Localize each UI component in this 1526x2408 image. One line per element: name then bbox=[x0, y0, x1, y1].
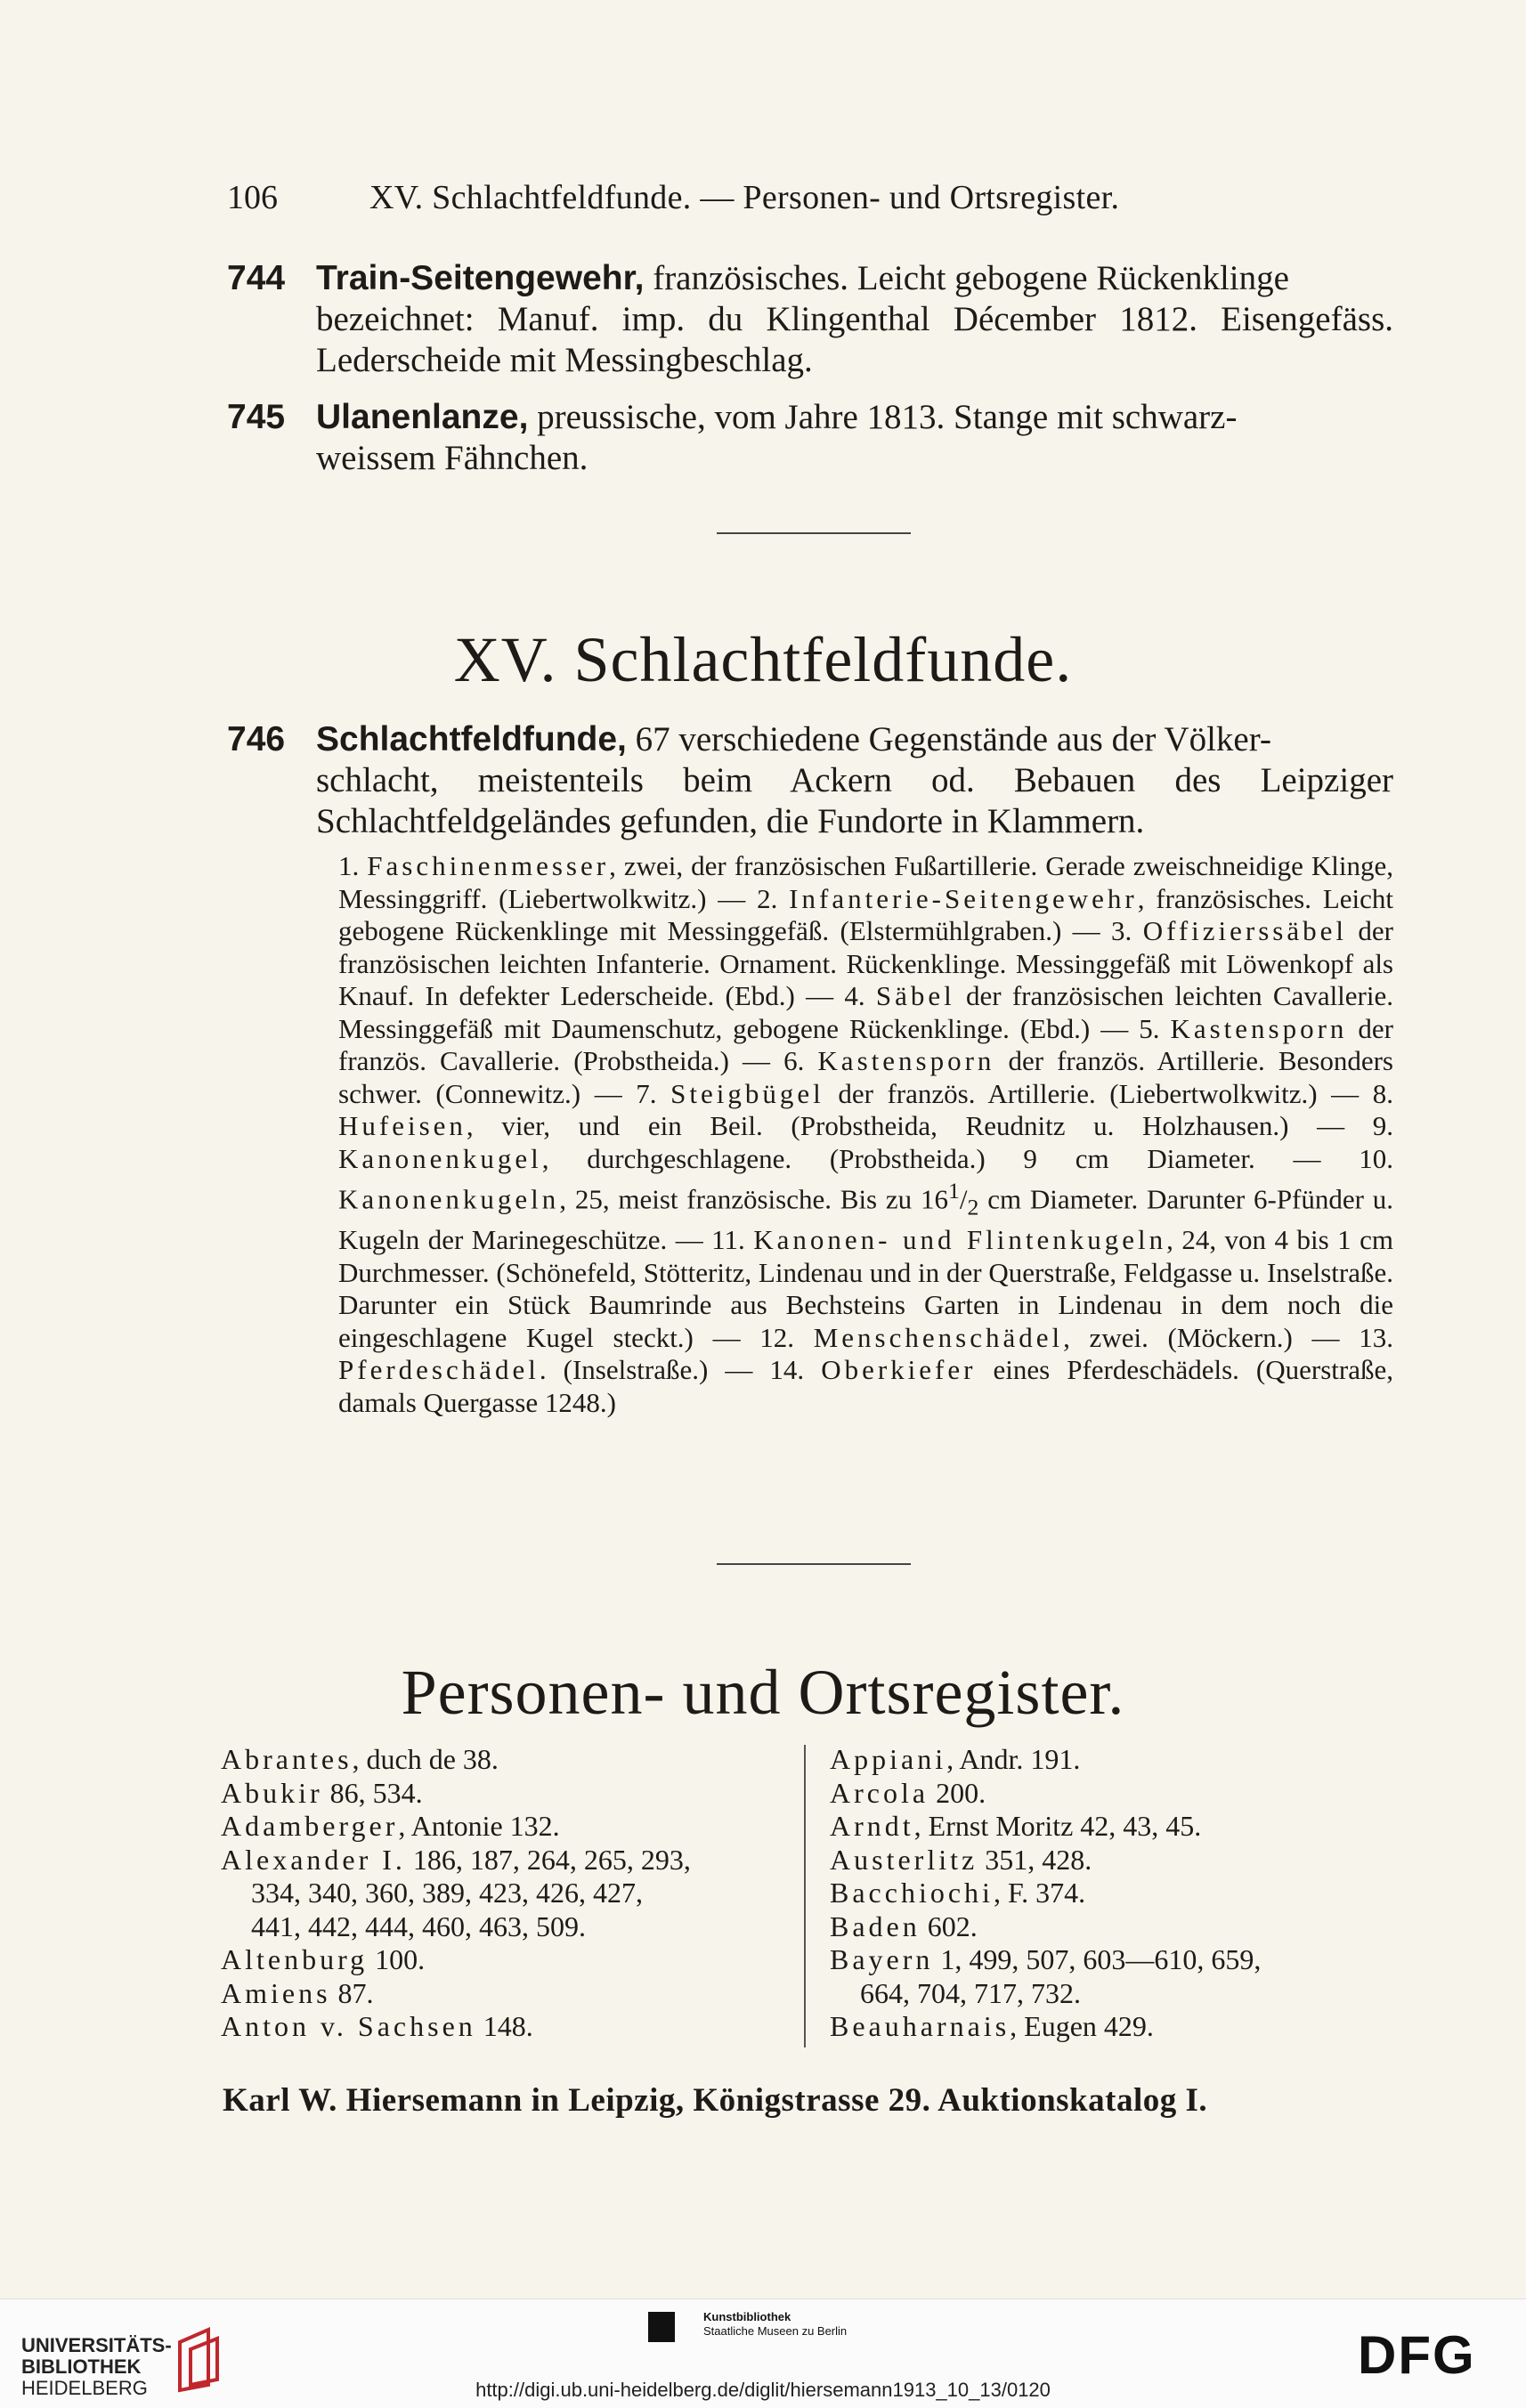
index-name: Arcola bbox=[830, 1776, 929, 1809]
detail-text: der französ. Cavallerie. (Probstheida.) — 6. bbox=[338, 1012, 1393, 1076]
detail-text: 1. bbox=[338, 850, 368, 881]
detail-item: Oberkiefer bbox=[821, 1354, 977, 1386]
detail-text: , französisches. Leicht gebogene Rückenklinge mit Messinggefäß. (Elstermühlgraben.) — 3. bbox=[338, 882, 1394, 946]
detail-text: . (Inselstraße.) — 14. bbox=[539, 1354, 822, 1386]
logo-text: UNIVERSITÄTS- bbox=[21, 2334, 172, 2356]
detail-text: der französ. Artillerie. (Liebertwolkwitz.) — 8. bbox=[824, 1077, 1393, 1109]
index-entry bbox=[830, 1877, 1400, 1910]
dfg-logo: DFG bbox=[1358, 2325, 1476, 2385]
detail-item: Hufeisen bbox=[338, 1110, 467, 1141]
index-entry bbox=[830, 2010, 1400, 2044]
index-entry bbox=[830, 1810, 1400, 1844]
index-entry bbox=[221, 1910, 791, 1944]
entry-continuation: bezeichnet: Manuf. imp. du Klingenthal Décember 1812. Eisengefäss. Lederscheide mit Messingbeschlag. bbox=[316, 300, 1393, 379]
detail-text: cm Diameter. Darunter 6-Pfünder u. Kugeln der Marinegeschütze. — 11. bbox=[338, 1183, 1394, 1256]
entry-heading: Ulanenlanze, bbox=[316, 398, 529, 436]
entry-text: preussische, vom Jahre 1813. Stange mit schwarz- bbox=[528, 398, 1238, 436]
index-pages: 1, 499, 507, 603—610, 659, bbox=[933, 1943, 1262, 1975]
index-entry bbox=[830, 1943, 1400, 1977]
detail-text: , zwei. (Möckern.) — 13. bbox=[1063, 1321, 1393, 1353]
index-entry bbox=[221, 1844, 791, 1877]
index-pages: 100. bbox=[368, 1943, 426, 1975]
index-name: Altenburg bbox=[221, 1943, 369, 1975]
index-pages: 441, 442, 444, 460, 463, 509. bbox=[251, 1909, 586, 1942]
divider-rule bbox=[717, 532, 911, 534]
index-entry bbox=[830, 1743, 1400, 1777]
index-pages: , duch de 38. bbox=[352, 1743, 499, 1775]
entry-heading: Schlachtfeldfunde, bbox=[316, 720, 627, 758]
entry-text: französisches. Leicht gebogene Rückenklinge bbox=[644, 259, 1289, 297]
index-name: Austerlitz bbox=[830, 1843, 978, 1876]
detail-item: Pferdeschädel bbox=[338, 1354, 540, 1386]
detail-text: , zwei, der französischen Fußartillerie. Gerade zweischneidige Klinge, Messinggriff. (Liebertwolkwitz.) — 2. bbox=[338, 850, 1394, 914]
detail-item: Kanonen- und Flintenkugeln bbox=[753, 1224, 1167, 1256]
detail-text: der französ. Artillerie. Besonders schwer. (Connewitz.) — 7. bbox=[338, 1045, 1393, 1109]
detail-item: Kastensporn bbox=[1170, 1012, 1348, 1044]
entry-heading: Train-Seitengewehr, bbox=[316, 259, 645, 297]
index-pages: , F. 374. bbox=[993, 1877, 1086, 1909]
entry-continuation: schlacht, meistenteils beim Ackern od. Bebauen des Leipziger Schlachtfeldgeländes gefunden, die Fundorte in Klammern. bbox=[316, 761, 1393, 840]
index-pages: , Andr. 191. bbox=[946, 1743, 1081, 1775]
detail-text: der französischen leichten Infanterie. Ornament. Rückenklinge. Messinggefäß mit Löwenkopf als Knauf. In defekter Lederscheide. (Ebd.) — 4. bbox=[338, 915, 1393, 1011]
detail-item: Menschenschädel bbox=[813, 1321, 1064, 1353]
index-pages: , Eugen 429. bbox=[1010, 2010, 1154, 2042]
index-name: Bacchiochi bbox=[830, 1877, 994, 1909]
entry-text: 67 verschiedene Gegenstände aus der Völker- bbox=[626, 720, 1271, 758]
index-name: Baden bbox=[830, 1909, 921, 1942]
index-pages: 334, 340, 360, 389, 423, 426, 427, bbox=[251, 1877, 643, 1909]
index-pages: 86, 534. bbox=[322, 1776, 423, 1809]
index-entry bbox=[221, 1743, 791, 1777]
index-name: Abukir bbox=[221, 1776, 323, 1809]
index-pages: 87. bbox=[330, 1976, 374, 2009]
source-url[interactable]: http://digi.ub.uni-heidelberg.de/diglit/hiersemann1913_10_13/0120 bbox=[475, 2379, 1051, 2401]
index-pages: 186, 187, 264, 265, 293, bbox=[405, 1843, 691, 1876]
index-column-left bbox=[221, 1743, 791, 2044]
detail-text: eines Pferdeschädels. (Querstraße, damals Quergasse 1248.) bbox=[338, 1354, 1393, 1418]
detail-item: Kanonenkugel bbox=[338, 1142, 542, 1174]
fraction-numerator: 1 bbox=[947, 1178, 960, 1204]
index-pages: , Antonie 132. bbox=[398, 1810, 560, 1842]
detail-item: Faschinenmesser bbox=[367, 850, 610, 881]
index-name: Anton v. Sachsen bbox=[221, 2010, 476, 2042]
entry-746-details bbox=[338, 850, 1393, 1419]
section-title-register: Personen- und Ortsregister. bbox=[401, 1657, 1125, 1728]
index-column-right bbox=[830, 1743, 1400, 2044]
logo-text: Staatliche Museen zu Berlin bbox=[703, 2324, 848, 2338]
index-entry bbox=[221, 1943, 791, 1977]
entry-number: 744 bbox=[227, 259, 286, 297]
index-entry bbox=[830, 1910, 1400, 1944]
publisher-imprint: Karl W. Hiersemann in Leipzig, Königstrasse 29. Auktionskatalog I. bbox=[223, 2082, 1208, 2119]
logo-text: Kunstbibliothek bbox=[703, 2310, 791, 2323]
section-title-schlachtfeldfunde: XV. Schlachtfeldfunde. bbox=[453, 624, 1073, 695]
entry-number: 745 bbox=[227, 398, 286, 436]
entry-continuation: weissem Fähnchen. bbox=[316, 439, 588, 477]
detail-item: Steigbügel bbox=[670, 1077, 824, 1109]
index-pages: 351, 428. bbox=[978, 1843, 1092, 1876]
detail-text: , durchgeschlagene. (Probstheida.) 9 cm Diameter. — 10. bbox=[541, 1142, 1393, 1174]
index-entry bbox=[221, 1777, 791, 1811]
index-pages: 664, 704, 717, 732. bbox=[860, 1976, 1081, 2009]
index-pages: 602. bbox=[920, 1909, 978, 1942]
index-pages: 148. bbox=[475, 2010, 533, 2042]
detail-text: , 24, von 4 bis 1 cm Durchmesser. (Schönefeld, Stötteritz, Lindenau und in der Querstraße, Feldgasse u. Inselstraße. Darunter ein Stück Baumrinde aus Bechsteins Garten in Lindenau in dem noch die eingeschlagene Kugel steckt.) — 12. bbox=[338, 1224, 1393, 1353]
index-name: Alexander I. bbox=[221, 1843, 406, 1876]
index-entry bbox=[830, 1777, 1400, 1811]
index-pages: 200. bbox=[929, 1776, 986, 1809]
index-name: Abrantes bbox=[221, 1743, 353, 1775]
index-name: Adamberger bbox=[221, 1810, 399, 1842]
fraction-slash: / bbox=[959, 1183, 968, 1215]
index-name: Bayern bbox=[830, 1943, 934, 1975]
catalog-entry-744 bbox=[227, 258, 1393, 381]
detail-text: , vier, und ein Beil. (Probstheida, Reudnitz u. Holzhausen.) — 9. bbox=[466, 1110, 1393, 1141]
index-name: Appiani bbox=[830, 1743, 947, 1775]
fraction-denominator: 2 bbox=[967, 1194, 979, 1220]
page-number: 106 bbox=[227, 179, 278, 216]
logo-text: HEIDELBERG bbox=[21, 2377, 148, 2399]
detail-item: Kastensporn bbox=[817, 1045, 995, 1076]
index-name: Arndt bbox=[830, 1810, 914, 1842]
catalog-entry-745 bbox=[227, 397, 1393, 479]
index-name: Beauharnais bbox=[830, 2010, 1011, 2042]
detail-item: Offizierssäbel bbox=[1142, 915, 1348, 946]
index-name: Amiens bbox=[221, 1976, 331, 2009]
running-title: XV. Schlachtfeldfunde. — Personen- und Ortsregister. bbox=[369, 179, 1120, 216]
catalog-entry-746 bbox=[227, 719, 1393, 842]
index-entry bbox=[830, 1977, 1400, 2011]
index-entry bbox=[221, 1977, 791, 2011]
detail-item: Kanonenkugeln bbox=[338, 1183, 560, 1215]
index-entry bbox=[221, 1810, 791, 1844]
divider-rule bbox=[717, 1563, 911, 1565]
detail-item: Säbel bbox=[875, 980, 955, 1011]
index-entry bbox=[830, 1844, 1400, 1877]
index-pages: , Ernst Moritz 42, 43, 45. bbox=[913, 1810, 1202, 1842]
logo-text: BIBLIOTHEK bbox=[21, 2355, 142, 2378]
detail-text: der französischen leichten Cavallerie. Messinggefäß mit Daumenschutz, gebogene Rückenklinge. (Ebd.) — 5. bbox=[338, 980, 1394, 1044]
column-divider bbox=[804, 1745, 806, 2047]
kb-logo-mark-icon bbox=[648, 2312, 675, 2342]
entry-number: 746 bbox=[227, 720, 286, 758]
index-entry bbox=[221, 1877, 791, 1910]
detail-text: , 25, meist französische. Bis zu 16 bbox=[559, 1183, 948, 1215]
detail-item: Infanterie-Seitengewehr bbox=[789, 882, 1138, 914]
index-entry bbox=[221, 2010, 791, 2044]
